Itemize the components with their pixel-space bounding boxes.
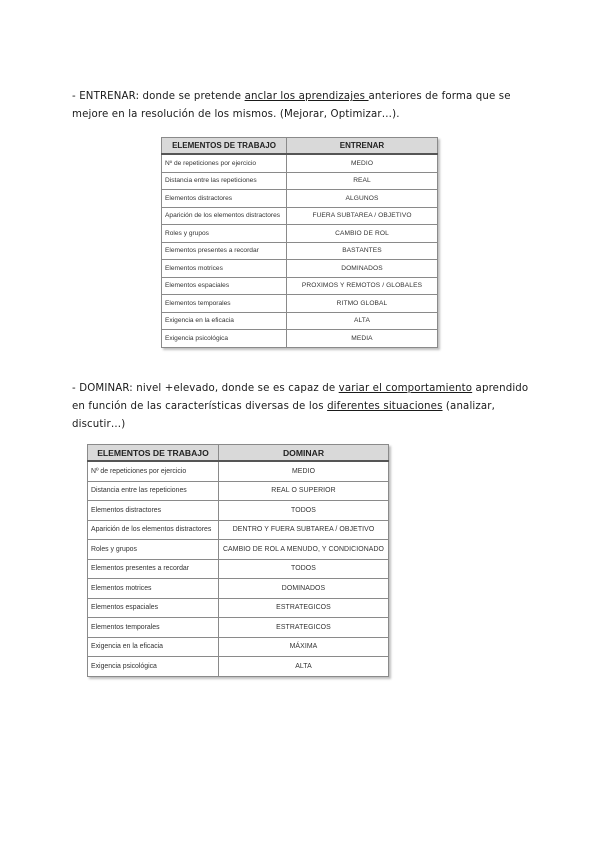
row-label: Elementos espaciales	[88, 598, 219, 618]
row-label: Distancia entre las repeticiones	[162, 172, 287, 190]
row-label: Distancia entre las repeticiones	[88, 481, 219, 501]
row-value: ESTRATEGICOS	[219, 598, 389, 618]
row-label: Exigencia en la eficacia	[162, 312, 287, 330]
entrenar-paragraph	[72, 88, 542, 124]
row-value: RITMO GLOBAL	[287, 295, 438, 313]
row-label: Aparición de los elementos distractores	[88, 520, 219, 540]
table-row	[88, 481, 389, 501]
header-elementos: ELEMENTOS DE TRABAJO	[88, 445, 219, 462]
entrenar-prefix: - ENTRENAR: donde se pretende	[72, 91, 245, 103]
entrenar-table	[161, 137, 438, 348]
row-value: REAL O SUPERIOR	[219, 481, 389, 501]
row-value: ESTRATEGICOS	[219, 618, 389, 638]
row-value: ALTA	[287, 312, 438, 330]
dominar-table-body	[88, 461, 389, 676]
dominar-mid: aprendido en función de las características diversas de los	[72, 383, 529, 413]
row-value: DOMINADOS	[287, 260, 438, 278]
row-label: Elementos presentes a recordar	[88, 559, 219, 579]
table-row	[162, 207, 438, 225]
header-entrenar: ENTRENAR	[287, 138, 438, 155]
row-label: Elementos presentes a recordar	[162, 242, 287, 260]
table-header-row	[162, 138, 438, 155]
table-row	[162, 242, 438, 260]
table-row	[162, 312, 438, 330]
dominar-underlined-phrase-1: variar el comportamiento	[338, 383, 473, 395]
row-value: CAMBIO DE ROL A MENUDO, Y CONDICIONADO	[219, 540, 389, 560]
row-label: Elementos temporales	[88, 618, 219, 638]
row-value: REAL	[287, 172, 438, 190]
table-row	[88, 461, 389, 481]
dominar-underlined-phrase-2: diferentes situaciones	[327, 401, 443, 413]
table-row	[162, 225, 438, 243]
row-value: TODOS	[219, 501, 389, 521]
table-row	[162, 172, 438, 190]
table-row	[162, 330, 438, 348]
table-row	[162, 154, 438, 172]
row-value: ALGUNOS	[287, 190, 438, 208]
table-row	[88, 618, 389, 638]
header-dominar: DOMINAR	[219, 445, 389, 462]
row-value: MEDIO	[219, 461, 389, 481]
header-elementos: ELEMENTOS DE TRABAJO	[162, 138, 287, 155]
row-value: MEDIA	[287, 330, 438, 348]
row-value: DENTRO Y FUERA SUBTAREA / OBJETIVO	[219, 520, 389, 540]
table-row	[162, 277, 438, 295]
entrenar-table-body	[162, 154, 438, 347]
table-row	[162, 295, 438, 313]
entrenar-rest: anteriores de forma que se mejore en la resolución de los mismos. (Mejorar, Optimizar…).	[72, 91, 511, 121]
dominar-prefix: - DOMINAR: nivel +elevado, donde se es capaz de	[72, 383, 339, 395]
table-row	[88, 657, 389, 677]
row-value: CAMBIO DE ROL	[287, 225, 438, 243]
row-label: Elementos espaciales	[162, 277, 287, 295]
row-label: Elementos distractores	[88, 501, 219, 521]
row-label: Exigencia psicológica	[88, 657, 219, 677]
row-label: Elementos distractores	[162, 190, 287, 208]
row-value: MÁXIMA	[219, 637, 389, 657]
row-value: FUERA SUBTAREA / OBJETIVO	[287, 207, 438, 225]
row-label: Elementos motrices	[162, 260, 287, 278]
row-label: Roles y grupos	[88, 540, 219, 560]
row-label: Aparición de los elementos distractores	[162, 207, 287, 225]
table-header-row	[88, 445, 389, 462]
table-row	[88, 598, 389, 618]
row-value: TODOS	[219, 559, 389, 579]
dominar-paragraph	[72, 380, 542, 434]
table-row	[88, 579, 389, 599]
table-row	[88, 501, 389, 521]
dominar-rest: (analizar, discutir…)	[72, 401, 496, 431]
dominar-table	[87, 444, 389, 677]
table-row	[88, 520, 389, 540]
table-row	[162, 260, 438, 278]
row-label: Roles y grupos	[162, 225, 287, 243]
table-row	[162, 190, 438, 208]
row-value: MEDIO	[287, 154, 438, 172]
entrenar-underlined-phrase: anclar los aprendizajes	[244, 91, 369, 103]
row-value: ALTA	[219, 657, 389, 677]
row-label: Nº de repeticiones por ejercicio	[162, 154, 287, 172]
row-value: DOMINADOS	[219, 579, 389, 599]
row-label: Elementos motrices	[88, 579, 219, 599]
row-value: PROXIMOS Y REMOTOS / GLOBALES	[287, 277, 438, 295]
table-row	[88, 559, 389, 579]
row-value: BASTANTES	[287, 242, 438, 260]
table-row	[88, 540, 389, 560]
row-label: Nº de repeticiones por ejercicio	[88, 461, 219, 481]
table-row	[88, 637, 389, 657]
row-label: Elementos temporales	[162, 295, 287, 313]
row-label: Exigencia psicológica	[162, 330, 287, 348]
row-label: Exigencia en la eficacia	[88, 637, 219, 657]
